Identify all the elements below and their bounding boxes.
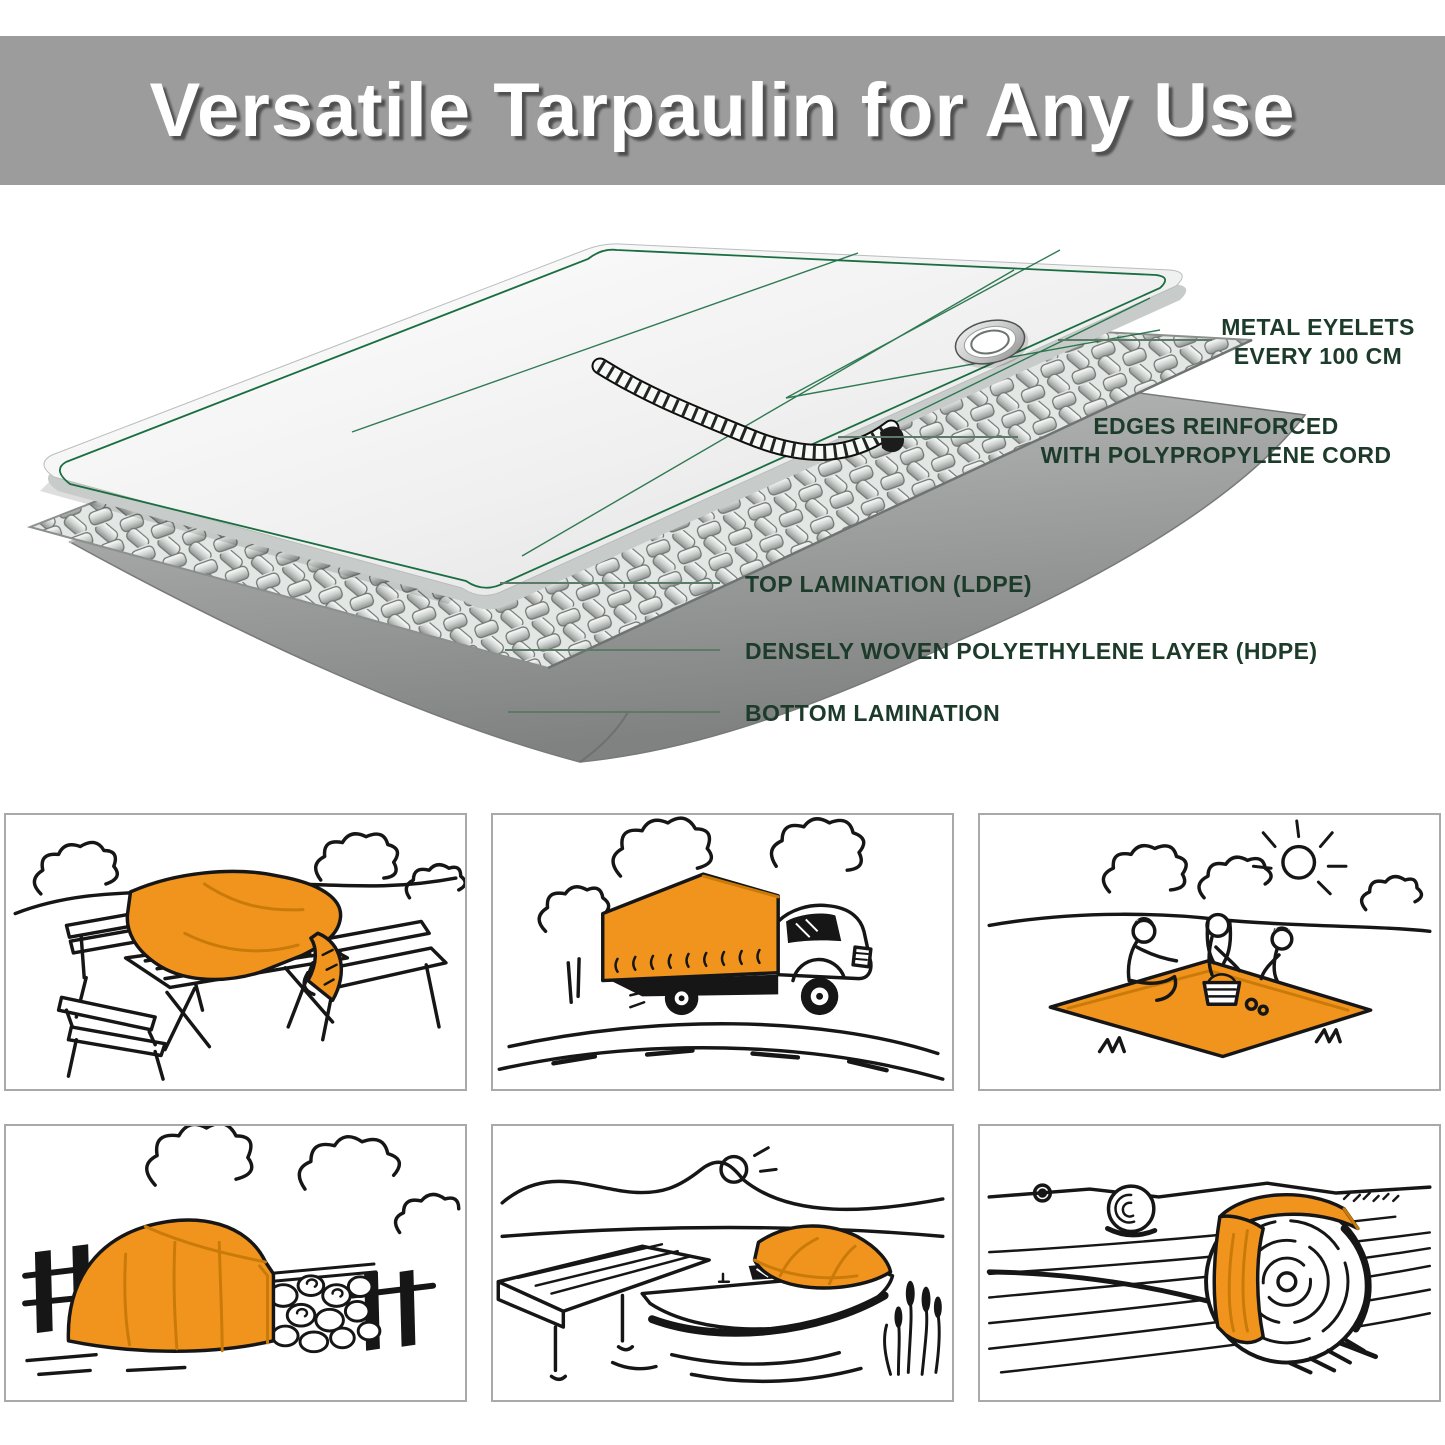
page-title: Versatile Tarpaulin for Any Use <box>149 68 1296 153</box>
usecase-panel-truck <box>491 813 954 1091</box>
usecase-panel-boat <box>491 1124 954 1402</box>
garden-furniture-illustration <box>6 815 465 1089</box>
firewood-illustration <box>6 1126 465 1400</box>
tarpaulin-layers-diagram <box>0 200 1445 800</box>
usecase-panel-picnic <box>978 813 1441 1091</box>
truck-illustration <box>493 815 952 1089</box>
picnic-illustration <box>980 815 1439 1089</box>
callout-woven-layer: DENSELY WOVEN POLYETHYLENE LAYER (HDPE) <box>745 638 1318 664</box>
callout-edges-reinforced <box>1016 412 1416 470</box>
callout-bottom-lamination: BOTTOM LAMINATION <box>745 700 1001 726</box>
callout-edges-line2: WITH POLYPROPYLENE CORD <box>1040 442 1392 468</box>
callout-top-lamination: TOP LAMINATION (LDPE) <box>745 571 1032 597</box>
callout-metal-eyelets-line1: METAL EYELETS <box>1221 314 1415 340</box>
usecase-panel-garden-furniture <box>4 813 467 1091</box>
callout-metal-eyelets-line2: EVERY 100 CM <box>1233 343 1403 369</box>
usecase-panel-firewood <box>4 1124 467 1402</box>
callout-metal-eyelets <box>1178 313 1445 371</box>
hay-bale-illustration <box>980 1126 1439 1400</box>
usecase-panel-hay-bale <box>978 1124 1441 1402</box>
tarpaulin-diagram-art <box>0 200 1445 800</box>
header-banner <box>0 36 1445 185</box>
callout-edges-line1: EDGES REINFORCED <box>1093 413 1339 439</box>
boat-illustration <box>493 1126 952 1400</box>
